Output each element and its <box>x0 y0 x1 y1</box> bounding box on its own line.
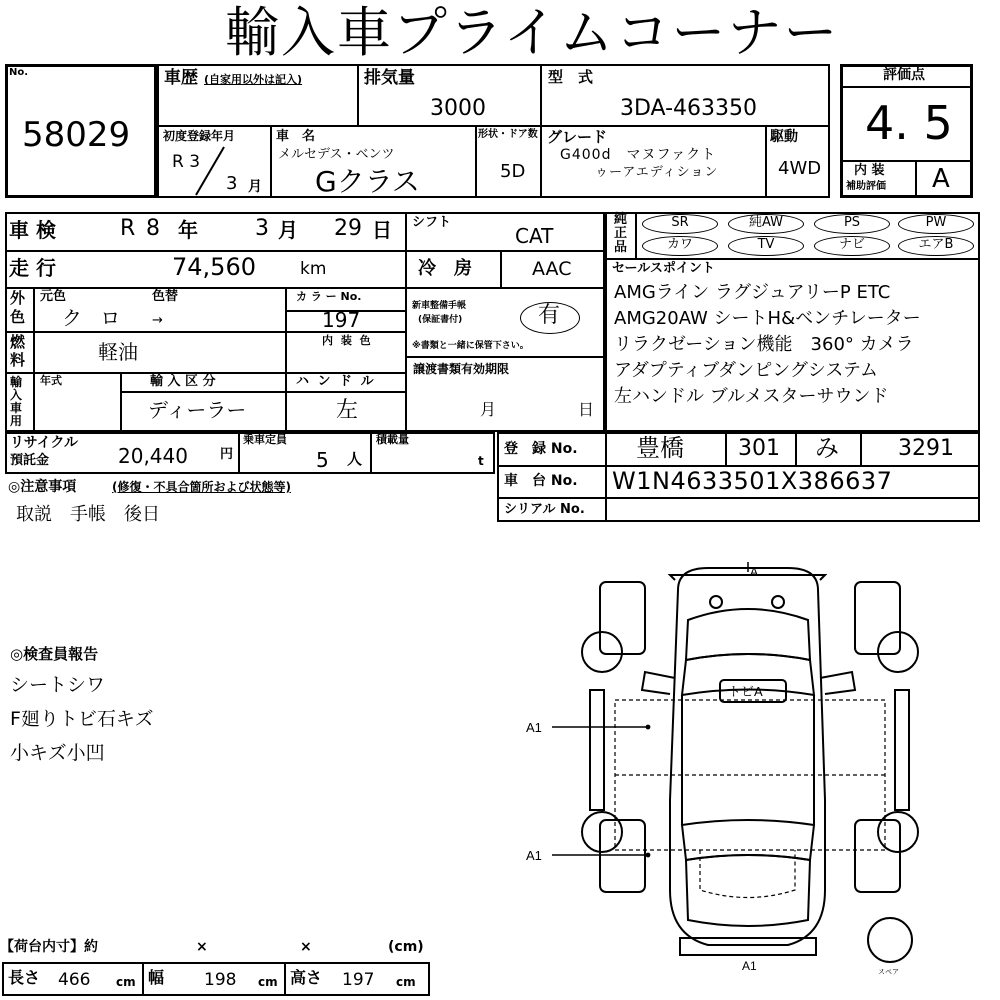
chassis-number: W1N4633501X386637 <box>612 467 893 495</box>
fuel-value: 軽油 <box>98 340 138 364</box>
doors-value: 5D <box>500 161 526 182</box>
drive-label: 駆動 <box>770 129 798 145</box>
equipment-aw: 純AW <box>728 214 804 234</box>
shift-value: CAT <box>515 224 554 248</box>
handle-value: 左 <box>336 398 359 423</box>
capacity-value: 5 <box>316 448 329 472</box>
doors-label: 形状・ドア数 <box>478 129 538 140</box>
equipment-sr: SR <box>642 214 718 234</box>
color-side-1: 外 <box>10 289 26 307</box>
interior-score-sub: 補助評価 <box>846 181 886 192</box>
inspection-day: 29 <box>334 216 362 241</box>
import-side-3: 車 <box>10 401 23 415</box>
cargo-label: 【荷台内寸】約 <box>0 939 98 955</box>
score-value: 4. 5 <box>865 96 953 150</box>
recycle-label-2: 預託金 <box>10 453 50 468</box>
sales-line-5: 左ハンドル ブルメスターサウンド <box>614 386 889 407</box>
mileage-value: 74,560 <box>172 253 256 281</box>
serial-label: シリアル No. <box>504 502 585 517</box>
import-year-label: 年式 <box>40 374 62 387</box>
equipment-navi: ナビ <box>814 236 890 256</box>
displacement-label: 排気量 <box>364 68 415 88</box>
original-color-label: 元色 <box>40 289 67 304</box>
history-label: 車歴 <box>164 68 198 88</box>
import-type: ディーラー <box>148 398 247 422</box>
transfer-day-unit: 日 <box>578 400 595 419</box>
color-no-label: カ ラ ー No. <box>296 290 362 303</box>
lot-number: 58029 <box>22 115 131 155</box>
color-change-label: 色替 <box>152 289 179 304</box>
car-maker: メルセデス・ベンツ <box>278 147 395 162</box>
inspection-month-unit: 月 <box>278 218 298 242</box>
ac-label: 冷 房 <box>418 258 472 279</box>
shift-label: シフト <box>412 215 452 230</box>
report-line-1: シートシワ <box>10 674 106 696</box>
car-damage-diagram <box>520 560 940 980</box>
grade-line1: G400d マヌファクト <box>560 147 717 163</box>
mileage-unit: km <box>300 259 327 279</box>
manual-value: 有 <box>538 303 561 328</box>
sales-label: セールスポイント <box>612 261 715 276</box>
first-reg-slash <box>190 145 230 197</box>
car-name-label: 車 名 <box>276 129 316 144</box>
first-reg-month-unit: 月 <box>248 179 262 195</box>
import-side-4: 用 <box>10 414 23 428</box>
drive-value: 4WD <box>778 158 822 179</box>
load-unit: t <box>478 454 484 468</box>
color-no: 197 <box>322 308 361 332</box>
registration-kana: み <box>815 434 839 462</box>
equipment-ps: PS <box>814 214 890 234</box>
capacity-unit: 人 <box>347 450 363 468</box>
equipment-pw: PW <box>898 214 974 234</box>
grade-line2: ゥーアエディション <box>595 165 719 180</box>
equipment-label-2: 正 <box>614 226 628 241</box>
registration-label: 登 録 No. <box>504 441 578 457</box>
report-line-2: F廻りトビ石キズ <box>10 708 154 730</box>
sales-line-4: アダプティブダンピングシステム <box>614 360 879 381</box>
inspection-year: 8 <box>146 216 160 241</box>
handle-label: ハ ン ド ル <box>296 374 376 389</box>
cargo-length: 466 <box>58 970 91 990</box>
cargo-width-label: 幅 <box>148 968 165 987</box>
equipment-leather: カワ <box>642 236 718 256</box>
inspection-day-unit: 日 <box>372 218 392 242</box>
diagram-damage-2: A1 <box>526 848 542 863</box>
original-color: ク ロ <box>62 306 127 330</box>
first-reg-label: 初度登録年月 <box>163 129 236 143</box>
cargo-length-label: 長さ <box>8 968 41 987</box>
load-label: 積載量 <box>376 433 409 446</box>
registration-number: 3291 <box>898 436 954 461</box>
cargo-unit: (cm) <box>388 939 424 955</box>
model-value: 3DA-463350 <box>620 96 758 121</box>
registration-class: 301 <box>738 436 780 461</box>
chassis-label: 車 台 No. <box>504 473 578 489</box>
inspection-label: 車 検 <box>9 218 56 242</box>
first-reg-month: 3 <box>226 173 238 194</box>
report-label: ◎検査員報告 <box>10 645 99 663</box>
cargo-height-cm: cm <box>396 975 416 989</box>
grade-label: グレード <box>547 128 608 146</box>
inspection-year-unit: 年 <box>178 218 198 242</box>
equipment-label-3: 品 <box>614 240 628 255</box>
lot-number-label: No. <box>9 67 29 78</box>
interior-color-label: 内 装 色 <box>322 334 373 347</box>
interior-score-label: 内 装 <box>854 163 885 178</box>
model-label: 型 式 <box>548 68 594 86</box>
cargo-width-cm: cm <box>258 975 278 989</box>
cargo-width: 198 <box>204 970 237 990</box>
equipment-tv: TV <box>728 236 804 256</box>
manual-label-2: (保証書付) <box>418 315 463 325</box>
diagram-spare-label: スペア <box>878 969 899 976</box>
recycle-label-1: リサイクル <box>10 435 79 451</box>
notes-label: ◎注意事項 <box>8 479 77 495</box>
manual-label-1: 新車整備手帳 <box>412 301 467 311</box>
first-reg-era: R 3 <box>172 152 201 172</box>
manual-note: ※書類と一緒に保管下さい。 <box>412 341 529 351</box>
import-side-1: 輸 <box>10 375 23 389</box>
fuel-side-1: 燃 <box>10 333 26 351</box>
inspection-era: R <box>120 216 136 241</box>
notes-text: 取説 手帳 後日 <box>16 504 160 525</box>
recycle-value: 20,440 <box>118 444 188 468</box>
interior-score-value: A <box>932 164 950 194</box>
transfer-month-unit: 月 <box>480 400 497 419</box>
registration-area: 豊橋 <box>636 434 684 462</box>
ac-value: AAC <box>532 258 572 280</box>
report-line-3: 小キズ小凹 <box>10 742 105 764</box>
sales-line-1: AMGライン ラグジュアリーP ETC <box>614 282 891 303</box>
diagram-bottom-mark: A1 <box>742 959 757 973</box>
notes-sub: (修復・不具合箇所および状態等) <box>112 480 291 494</box>
color-side-2: 色 <box>10 308 26 326</box>
mileage-label: 走 行 <box>9 256 56 280</box>
inspection-month: 3 <box>255 216 269 241</box>
cargo-times-2: × <box>300 939 312 955</box>
transfer-label: 譲渡書類有効期限 <box>413 362 510 376</box>
car-name: Gクラス <box>315 165 420 198</box>
recycle-unit: 円 <box>220 447 234 462</box>
diagram-hood-note: トビA <box>728 684 763 699</box>
color-change-arrow: → <box>152 313 163 328</box>
import-type-label: 輸 入 区 分 <box>150 374 216 389</box>
capacity-label: 乗車定員 <box>243 433 287 446</box>
cargo-length-cm: cm <box>116 975 136 989</box>
fuel-side-2: 料 <box>10 351 26 369</box>
displacement-value: 3000 <box>430 96 486 121</box>
score-label: 評価点 <box>883 67 925 83</box>
cargo-times-1: × <box>196 939 208 955</box>
cargo-height-label: 高さ <box>290 968 323 987</box>
cargo-height: 197 <box>342 970 375 990</box>
import-side-2: 入 <box>10 388 23 402</box>
page-title: 輸入車プライムコーナー <box>225 1 840 64</box>
diagram-damage-1: A1 <box>526 720 542 735</box>
sales-line-2: AMG20AW シートH&ベンチレーター <box>614 308 921 329</box>
history-sub: (自家用以外は記入) <box>204 73 303 86</box>
sales-line-3: リラクゼーション機能 360° カメラ <box>614 334 914 355</box>
diagram-top-mark: A <box>750 565 759 579</box>
equipment-airbag: エアB <box>898 236 974 256</box>
equipment-label-1: 純 <box>614 212 628 227</box>
